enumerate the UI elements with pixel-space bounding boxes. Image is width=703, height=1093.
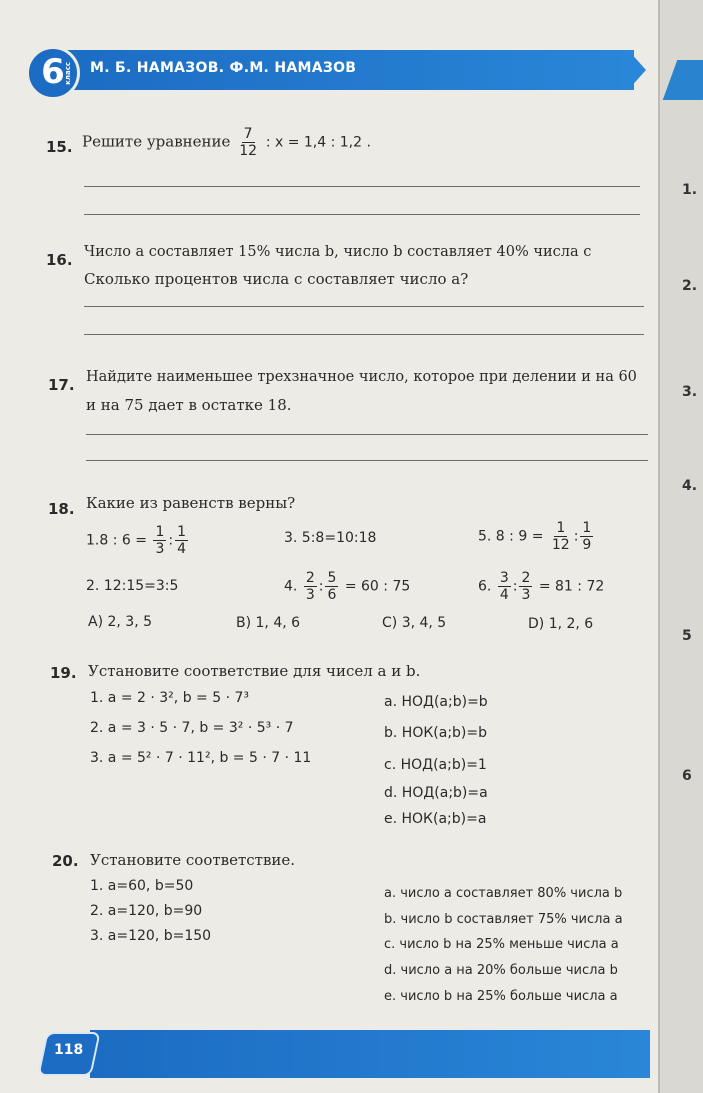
header-arrow	[628, 50, 646, 90]
denominator: 4	[499, 587, 509, 603]
question-text: Сколько процентов числа c составляет число a?	[84, 270, 469, 288]
page-number: 118	[54, 1042, 84, 1058]
match-right-item: c. число b на 25% меньше числа a	[384, 937, 619, 952]
denominator: 3	[305, 587, 315, 603]
answer-option-d[interactable]: D) 1, 2, 6	[528, 616, 594, 632]
next-page-edge	[658, 0, 703, 1093]
equation-6: 6. $\frac{3}{4}$ : $\frac{2}{3}$ = 81 : 72	[478, 570, 605, 603]
numerator: 1	[582, 520, 592, 536]
numerator: 1	[177, 524, 186, 540]
denominator: 12	[239, 143, 258, 159]
match-left-item: 3. a = 5² · 7 · 11², b = 5 · 7 · 11	[90, 750, 312, 766]
equation-2: 2. 12:15=3:5	[86, 578, 179, 594]
denominator: 9	[582, 537, 592, 553]
answer-option-c[interactable]: C) 3, 4, 5	[382, 615, 447, 631]
equation-rest: = 60 : 75	[344, 578, 411, 595]
match-right-item: b. число b составляет 75% числа a	[384, 912, 623, 927]
question-number: 20.	[52, 852, 79, 870]
denominator: 3	[521, 587, 531, 603]
question-number: 16.	[46, 251, 73, 269]
authors-title: М. Б. НАМАЗОВ. Ф.М. НАМАЗОВ	[90, 60, 357, 76]
numerator: 5	[327, 570, 337, 586]
equation-label: 1.8 : 6 =	[86, 532, 147, 549]
match-left-item: 2. a=120, b=90	[90, 903, 203, 919]
equation-4: 4. $\frac{2}{3}$ : $\frac{5}{6}$ = 60 : 75	[284, 570, 411, 603]
answer-line[interactable]	[84, 334, 644, 335]
grade-badge: 6	[26, 46, 80, 100]
denominator: 12	[551, 537, 570, 553]
question-text: Какие из равенств верны?	[86, 494, 296, 512]
next-page-number: 4.	[682, 478, 698, 494]
answer-line[interactable]	[84, 214, 640, 215]
match-right-item: d. НОД(a;b)=a	[384, 785, 488, 801]
question-number: 15.	[46, 138, 73, 156]
question-text: Установите соответствие.	[90, 851, 296, 869]
question-text: Найдите наименьшее трехзначное число, которое при делении и на 60	[86, 369, 637, 385]
match-left-item: 1. a=60, b=50	[90, 878, 194, 894]
match-right-item: e. НОК(a;b)=a	[384, 811, 487, 827]
answer-option-b[interactable]: B) 1, 4, 6	[236, 615, 301, 631]
next-page-number: 5	[682, 628, 692, 644]
question-text: и на 75 дает в остатке 18.	[86, 396, 292, 414]
match-right-item: e. число b на 25% больше числа a	[384, 989, 618, 1004]
denominator: 4	[177, 541, 186, 557]
answer-line[interactable]	[86, 434, 648, 435]
equation-3: 3. 5:8=10:18	[284, 530, 377, 546]
equation-rest: : x = 1,4 : 1,2 .	[265, 134, 371, 151]
question-15-text	[82, 126, 371, 159]
denominator: 6	[327, 587, 337, 603]
question-number: 18.	[48, 500, 75, 518]
equation-5: 5. 8 : 9 = $\frac{1}{12}$ : $\frac{1}{9}$	[478, 520, 592, 553]
numerator: 2	[521, 570, 531, 586]
answer-option-a[interactable]: A) 2, 3, 5	[88, 614, 153, 630]
match-left-item: 3. a=120, b=150	[90, 928, 212, 944]
next-page-header-tab	[663, 60, 703, 100]
fraction	[498, 570, 511, 603]
footer-band	[90, 1030, 650, 1078]
fraction	[325, 570, 338, 603]
question-text: Число a составляет 15% числа b, число b составляет 40% числа c	[84, 244, 592, 260]
numerator: 2	[305, 570, 315, 586]
denominator: 3	[155, 541, 165, 557]
match-right-item: b. НОК(a;b)=b	[384, 725, 487, 741]
grade-label: класс	[64, 62, 72, 85]
match-right-item: d. число a на 20% больше числа b	[384, 963, 618, 978]
match-right-item: a. НОД(a;b)=b	[384, 694, 488, 710]
fraction	[153, 524, 166, 557]
equation-label: 4.	[284, 578, 298, 595]
numerator: 1	[556, 520, 566, 536]
equation-label: 5. 8 : 9 =	[478, 528, 544, 545]
answer-line[interactable]	[84, 306, 644, 307]
next-page-number: 3.	[682, 384, 698, 400]
question-text: Решите уравнение	[82, 132, 231, 151]
equation-1: 1.8 : 6 = $\frac{1}{3}$ : $\frac{1}{4}$	[86, 524, 186, 557]
equation-rest: = 81 : 72	[538, 578, 605, 595]
match-left-item: 2. a = 3 · 5 · 7, b = 3² · 5³ · 7	[90, 720, 294, 736]
next-page-number: 1.	[682, 182, 698, 198]
next-page-number: 2.	[682, 278, 698, 294]
numerator: 3	[499, 570, 509, 586]
question-text: Установите соответствие для чисел a и b.	[88, 662, 421, 680]
numerator: 1	[155, 524, 165, 540]
fraction	[519, 570, 532, 603]
numerator: 7	[243, 126, 253, 142]
match-right-item: c. НОД(a;b)=1	[384, 757, 487, 773]
match-left-item: 1. a = 2 · 3², b = 5 · 7³	[90, 690, 249, 706]
equation-label: 6.	[478, 578, 492, 595]
question-number: 19.	[50, 664, 77, 682]
fraction	[550, 520, 572, 553]
answer-line[interactable]	[86, 460, 648, 461]
fraction	[237, 126, 259, 159]
fraction	[580, 520, 593, 553]
fraction	[304, 570, 317, 603]
match-right-item: a. число a составляет 80% числа b	[384, 886, 623, 901]
answer-line[interactable]	[84, 186, 640, 187]
next-page-number: 6	[682, 768, 692, 784]
question-number: 17.	[48, 376, 75, 394]
fraction	[175, 524, 188, 557]
